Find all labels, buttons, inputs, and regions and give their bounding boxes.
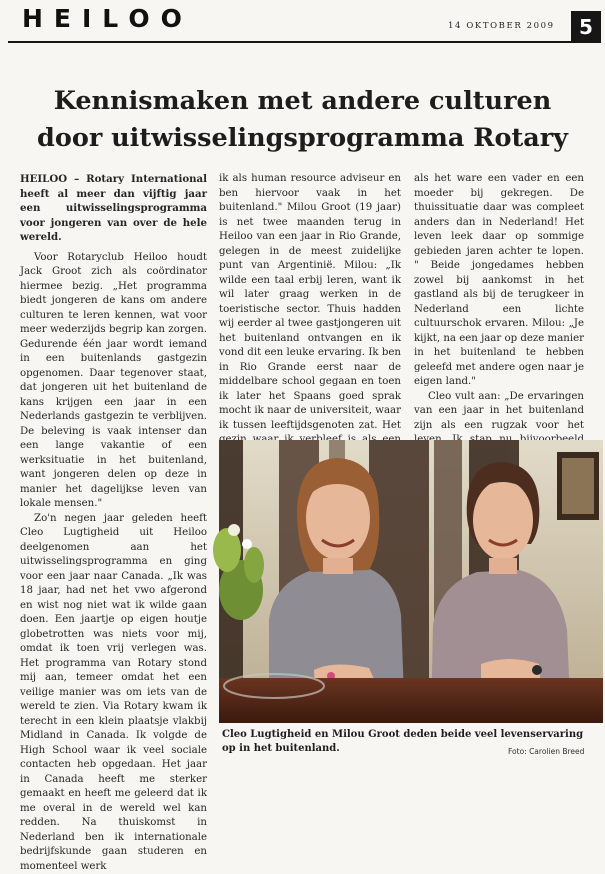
body-paragraph: Cleo vult aan: „De ervaringen van een jaar in het buitenland zijn als een rugzak voor het <box>414 390 584 492</box>
headline-line-2: door uitwisselingsprogramma Rotary <box>0 120 605 157</box>
body-paragraph: ik als human resource adviseur en ben hiervoor vaak in het buitenland." Milou Groot (19 jaar) is net twee maanden terug in Heiloo van een jaar in Rio Grande, gelegen in de meest zuidelijke punt van Argentinië. Milou: „Ik wilde een taal erbij leren, want ik wil later graag werken in de toeristische sector. Thuis hadden wij eerder al twee gastjongeren uit het buitenland ontvangen en ik vond dit een leuke ervaring. Ik ben in Rio Grande eerst naar de middelbare school gegaan en toen ik later het Spaans goed sprak mocht ik naar de universiteit, waar ik tussen leeftijdsgenoten zat. Het <box>219 172 401 477</box>
issue-date: 14 OKTOBER 2009 <box>448 21 555 31</box>
article-photo <box>219 440 603 723</box>
page-header <box>0 0 605 46</box>
body-paragraph: Voor Rotaryclub Heiloo houdt Jack Groot zich als coördinator hiermee bezig. „Het programma biedt jongeren de kans om andere culturen te leren kennen, wat voor meer wederzijds begrip kan zorgen. Gedurende één jaar wordt iemand in een buitenlands gastgezin opgenomen. Daar tegenover staat, dat jongeren uit het buitenland de kans krijgen een jaar in een Nederlands gastgezin te verblijven. De beleving is vaak intenser dan een lange vakantie of een werksituatie in het buitenland, want jongeren delen op deze in manier het dagelijkse leven van lokale mensen." <box>20 251 207 512</box>
header-rule <box>8 41 572 43</box>
page-number: 5 <box>571 11 601 43</box>
article-column-2 <box>219 172 401 434</box>
photo-illustration <box>219 440 603 723</box>
photo-caption: Cleo Lugtigheid en Milou Groot deden beide veel levenservaring op in het buitenland. <box>222 728 598 756</box>
body-paragraph: als het ware een vader en een moeder bij gekregen. De thuissituatie daar was compleet anders dan in Nederland! Het leven leek daar op sommige gebieden jaren achter te lopen. " Beide jongedames hebben zowel bij aankomst in het gastland als bij de terugkeer in Nederland een lichte cultuurschok ervaren. Milou: „Je kijkt, na een jaar op deze manier in het buitenland te hebben geleefd met andere ogen naar je eigen land." <box>414 172 584 390</box>
headline-line-1: Kennismaken met andere culturen <box>0 83 605 120</box>
article-headline <box>0 83 605 157</box>
masthead: HEILOO <box>22 4 193 33</box>
table <box>219 678 603 723</box>
photo-credit: Foto: Carolien Breed <box>508 747 584 756</box>
body-paragraph: Zo'n negen jaar geleden heeft Cleo Lugtigheid uit Heiloo deelgenomen aan het uitwisselingsprogramma en ging voor een jaar naar Canada. „Ik was 18 jaar, had net het vwo afgerond en wist nog niet wat ik wilde gaan doen. Een jaartje op eigen houtje globetrotten was niets voor mij, omdat ik toen vrij verlegen was. Het programma van Rotary stond mij aan, temeer omdat het een veilige manier was om iets van de wereld te zien. Via Rotary kwam ik terecht in een klein plaatsje vlakbij Midland in Canada. Ik volgde de High School waar ik veel sociale contacten heb opgedaan. Het jaar in Canada heeft me sterker gemaakt en heeft me geleerd dat ik me overal in de wereld wel kan redden. Na thuiskomst in Nederland ben ik internationale bedrijfskunde gaan studeren en momenteel werk <box>20 512 207 874</box>
article-lead: HEILOO – Rotary International heeft al meer dan vijftig jaar een uitwisselingsprogramma voor jongeren van over de hele wereld. <box>20 172 207 245</box>
article-column-1 <box>20 172 207 772</box>
article-column-3 <box>414 172 584 434</box>
